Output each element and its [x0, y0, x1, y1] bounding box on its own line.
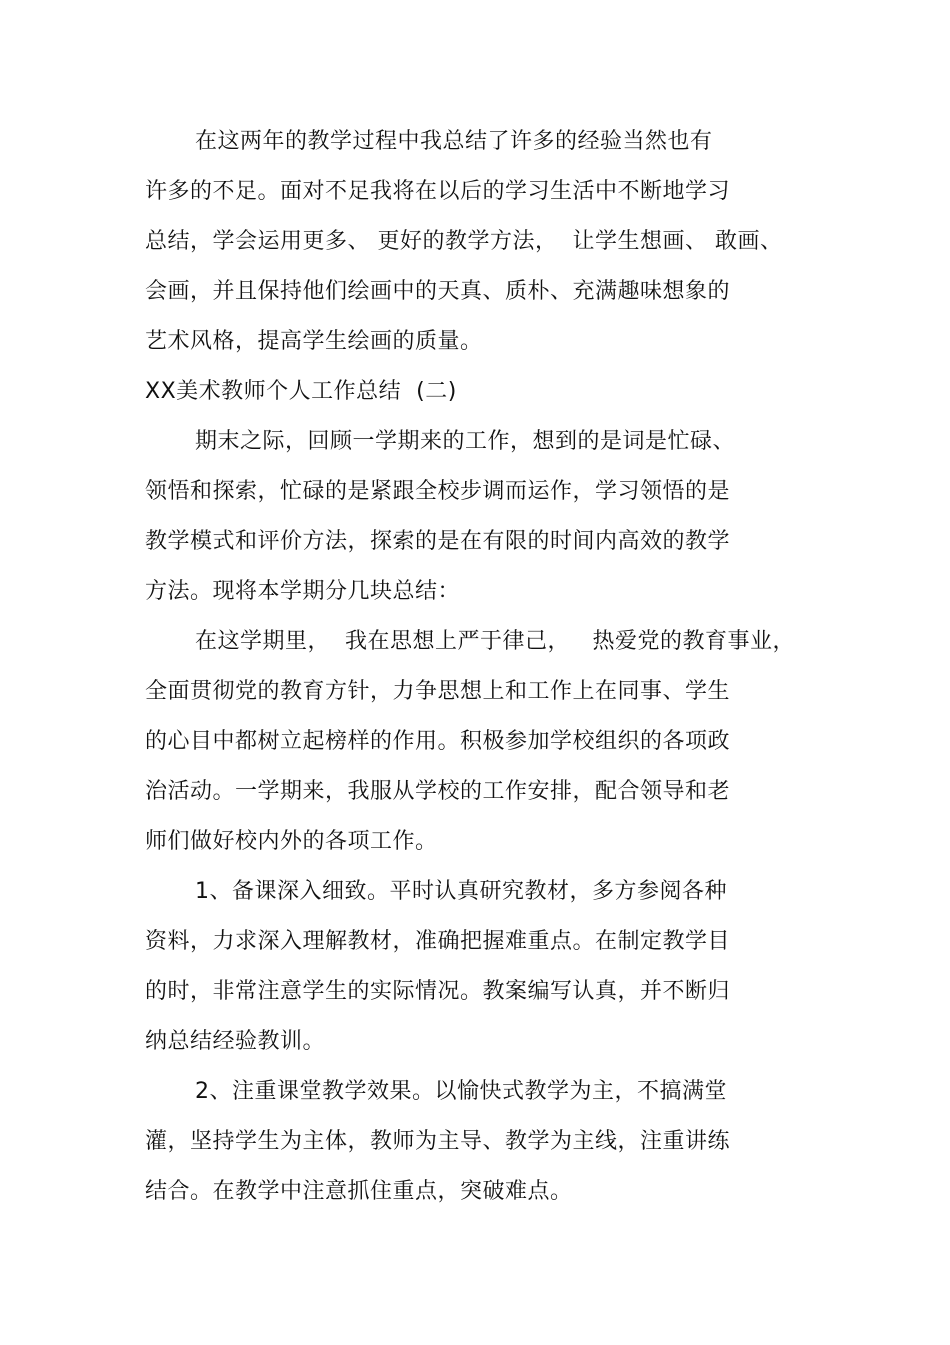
paragraph-line: 师们做好校内外的各项工作。 [145, 829, 438, 854]
paragraph-line: 结合。在教学中注意抓住重点，突破难点。 [145, 1179, 573, 1204]
paragraph-line: 教学模式和评价方法，探索的是在有限的时间内高效的教学 [145, 529, 731, 554]
paragraph-line: 方法。现将本学期分几块总结： [145, 579, 461, 604]
paragraph-line: 在这两年的教学过程中我总结了许多的经验当然也有 [195, 129, 713, 154]
paragraph-line: 治活动。一学期来，我服从学校的工作安排，配合领导和老 [145, 779, 731, 804]
list-item-line: 1、备课深入细致。平时认真研究教材，多方参阅各种 [195, 879, 727, 904]
paragraph-line: 的时，非常注意学生的实际情况。教案编写认真，并不断归 [145, 979, 731, 1004]
paragraph-line: 艺术风格，提高学生绘画的质量。 [145, 329, 483, 354]
paragraph-line: 的心目中都树立起榜样的作用。积极参加学校组织的各项政 [145, 729, 731, 754]
paragraph-line: 期末之际，回顾一学期来的工作，想到的是词是忙碌、 [195, 429, 736, 454]
paragraph-line: 在这学期里， 我在思想上严于律己， 热爱党的教育事业， [195, 629, 795, 654]
paragraph-line: 会画，并且保持他们绘画中的天真、质朴、充满趣味想象的 [145, 279, 731, 304]
paragraph-line: 领悟和探索，忙碌的是紧跟全校步调而运作，学习领悟的是 [145, 479, 731, 504]
paragraph-line: 全面贯彻党的教育方针，力争思想上和工作上在同事、学生 [145, 679, 731, 704]
section-heading: XX美术教师个人工作总结 (二) [145, 379, 457, 404]
list-item-line: 2、注重课堂教学效果。以愉快式教学为主，不搞满堂 [195, 1079, 727, 1104]
paragraph-line: 灌，坚持学生为主体，教师为主导、教学为主线，注重讲练 [145, 1129, 731, 1154]
paragraph-line: 资料，力求深入理解教材，准确把握难重点。在制定教学目 [145, 929, 731, 954]
paragraph-line: 总结，学会运用更多、 更好的教学方法， 让学生想画、 敢画、 [145, 229, 783, 254]
paragraph-line: 纳总结经验教训。 [145, 1029, 326, 1054]
paragraph-line: 许多的不足。面对不足我将在以后的学习生活中不断地学习 [145, 179, 731, 204]
